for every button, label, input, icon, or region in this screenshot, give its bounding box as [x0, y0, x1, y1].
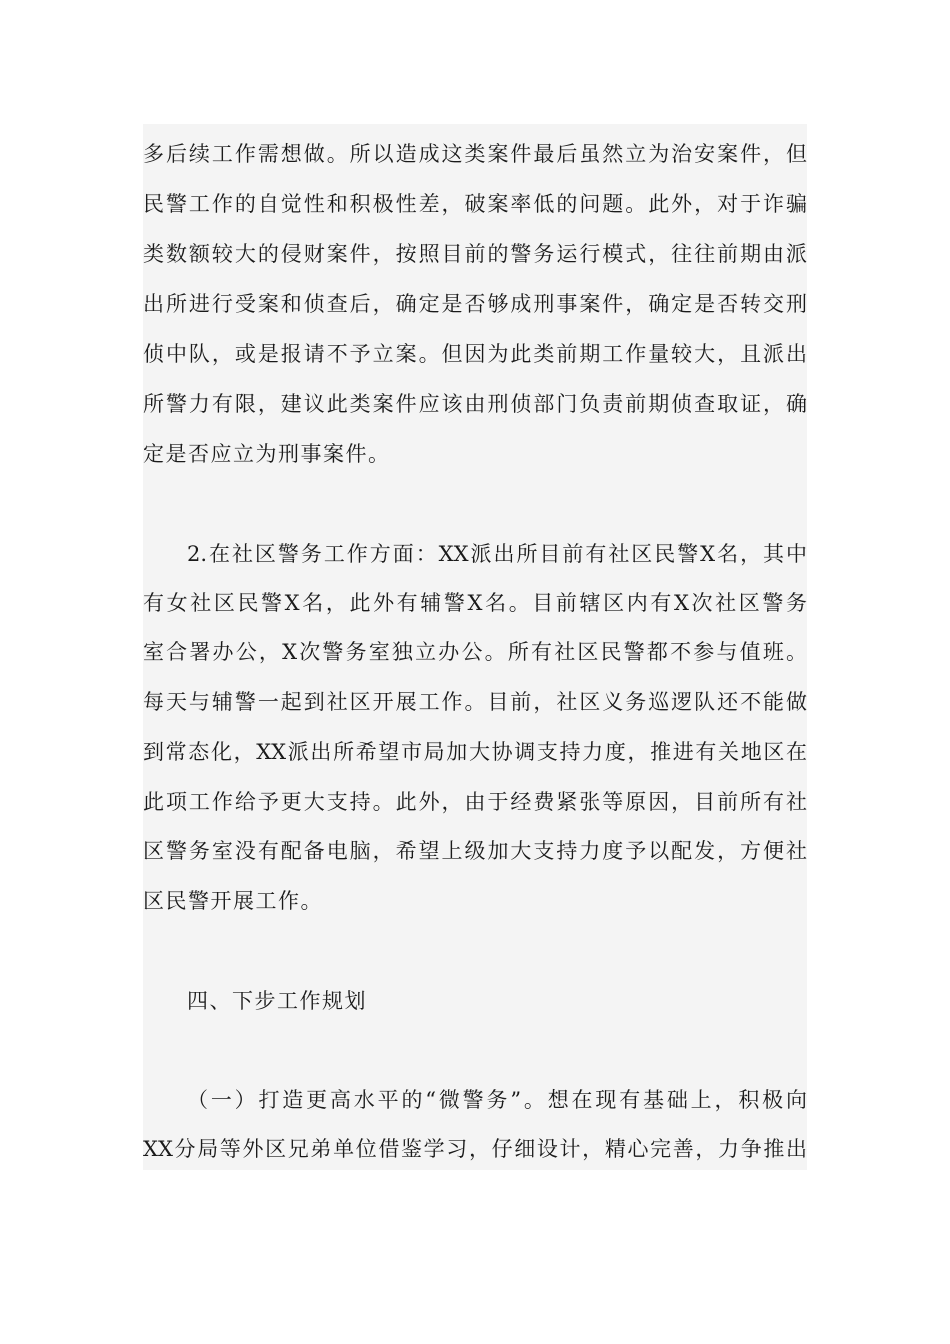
paragraph-line: 侦中队，或是报请不予立案。但因为此类前期工作量较大，且派出 — [143, 342, 807, 366]
paragraph-line: 民警工作的自觉性和积极性差，破案率低的问题。此外，对于诈骗 — [143, 192, 807, 216]
paragraph-line: 定是否应立为刑事案件。 — [143, 442, 391, 466]
paragraph-line: 区警务室没有配备电脑，希望上级加大支持力度予以配发，方便社 — [143, 839, 807, 863]
paragraph-line: 区民警开展工作。 — [143, 889, 323, 913]
paragraph-line: 2.在社区警务工作方面：XX派出所目前有社区民警X名，其中 — [187, 542, 807, 566]
paragraph-line: （一）打造更高水平的“微警务”。想在现有基础上，积极向 — [187, 1088, 807, 1112]
paragraph-line: 出所进行受案和侦查后，确定是否够成刑事案件，确定是否转交刑 — [143, 292, 807, 316]
paragraph-line: 类数额较大的侵财案件，按照目前的警务运行模式，往往前期由派 — [143, 242, 807, 266]
paragraph-line: 室合署办公，X次警务室独立办公。所有社区民警都不参与值班。 — [143, 640, 807, 664]
paragraph-line: 所警力有限，建议此类案件应该由刑侦部门负责前期侦查取证，确 — [143, 392, 807, 416]
paragraph-line: 每天与辅警一起到社区开展工作。目前，社区义务巡逻队还不能做 — [143, 690, 807, 714]
paragraph-line: 到常态化，XX派出所希望市局加大协调支持力度，推进有关地区在 — [143, 740, 807, 764]
document-page — [143, 124, 807, 1170]
paragraph-line: 多后续工作需想做。所以造成这类案件最后虽然立为治安案件，但 — [143, 142, 807, 166]
paragraph-line: XX分局等外区兄弟单位借鉴学习，仔细设计，精心完善，力争推出 — [143, 1137, 807, 1161]
section-heading: 四、下步工作规划 — [187, 989, 367, 1013]
paragraph-line: 有女社区民警X名，此外有辅警X名。目前辖区内有X次社区警务 — [143, 591, 807, 615]
paragraph-line: 此项工作给予更大支持。此外，由于经费紧张等原因，目前所有社 — [143, 790, 807, 814]
